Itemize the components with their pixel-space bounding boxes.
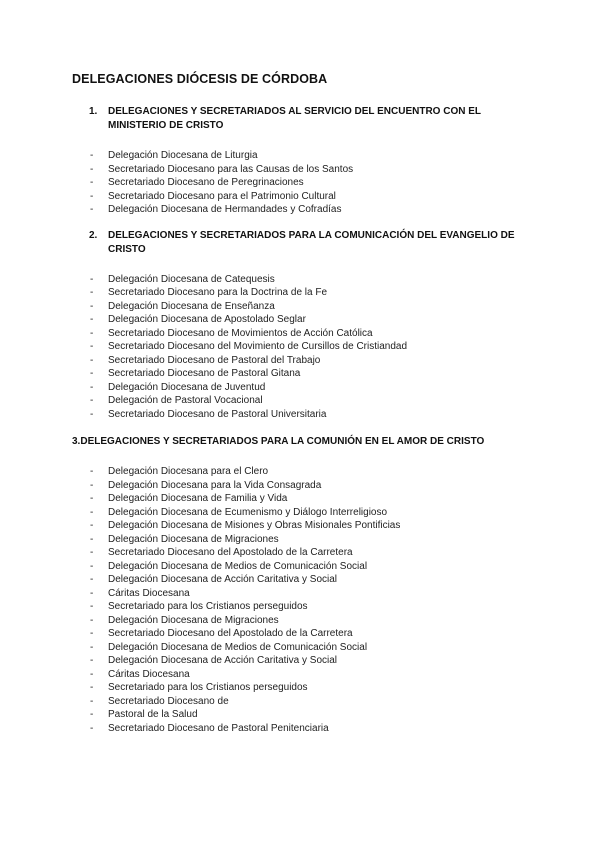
list-item xyxy=(72,465,540,479)
bullet-dash: - xyxy=(90,395,94,406)
list-item-label: Secretariado Diocesano para la Doctrina de la Fe xyxy=(108,287,328,298)
list-item xyxy=(72,614,540,628)
section-title: DELEGACIONES Y SECRETARIADOS PARA LA COMUNIÓN EN EL AMOR DE CRISTO xyxy=(80,436,485,447)
list-item xyxy=(72,273,540,287)
list-item-label: Secretariado para los Cristianos perseguidos xyxy=(108,601,308,612)
bullet-dash: - xyxy=(90,466,94,477)
bullet-dash: - xyxy=(90,177,94,188)
bullet-dash: - xyxy=(90,641,94,653)
bullet-dash: - xyxy=(90,150,94,161)
section-3 xyxy=(72,435,540,735)
list-item-label: Secretariado Diocesano de Pastoral Universitaria xyxy=(108,408,327,420)
list-item-label: Delegación Diocesana de Ecumenismo y Diálogo Interreligioso xyxy=(108,506,388,518)
list-item xyxy=(72,394,540,408)
list-item xyxy=(72,163,540,177)
document-title: DELEGACIONES DIÓCESIS DE CÓRDOBA xyxy=(72,72,328,86)
list-item xyxy=(72,300,540,314)
list-item xyxy=(72,560,540,574)
list-item-label: Secretariado Diocesano del Apostolado de la Carretera xyxy=(108,628,353,639)
section-heading xyxy=(72,229,540,257)
bullet-dash: - xyxy=(90,695,94,707)
section-list xyxy=(72,465,540,735)
list-item xyxy=(72,668,540,682)
list-item-label: Delegación Diocesana de Liturgia xyxy=(108,150,258,161)
bullet-dash: - xyxy=(90,668,94,680)
bullet-dash: - xyxy=(90,287,94,298)
list-item xyxy=(72,149,540,163)
bullet-dash: - xyxy=(90,587,94,599)
list-item xyxy=(72,681,540,695)
list-item-label: Delegación Diocesana para la Vida Consagrada xyxy=(108,479,322,491)
list-item xyxy=(72,708,540,722)
bullet-dash: - xyxy=(90,204,94,215)
section-title: DELEGACIONES Y SECRETARIADOS AL SERVICIO DEL ENCUENTRO CON EL MINISTERIO DE CRISTO xyxy=(108,106,481,131)
list-item-label: Delegación Diocesana de Misiones y Obras Misionales Pontificias xyxy=(108,520,401,531)
list-item-label: Delegación Diocesana de Hermandades y Cofradías xyxy=(108,204,342,215)
list-item-label: Secretariado Diocesano para el Patrimonio Cultural xyxy=(108,190,336,202)
bullet-dash: - xyxy=(90,560,94,572)
list-item-label: Delegación Diocesana de Apostolado Seglar xyxy=(108,314,306,325)
list-item xyxy=(72,408,540,422)
list-item-label: Secretariado Diocesano del Movimiento de Cursillos de Cristiandad xyxy=(108,341,408,352)
bullet-dash: - xyxy=(90,520,94,531)
list-item-label: Secretariado para los Cristianos perseguidos xyxy=(108,682,308,693)
list-item xyxy=(72,354,540,368)
list-item xyxy=(72,722,540,736)
list-item-label: Secretariado Diocesano del Apostolado de la Carretera xyxy=(108,547,353,558)
section-title: DELEGACIONES Y SECRETARIADOS PARA LA COMUNICACIÓN DEL EVANGELIO DE CRISTO xyxy=(108,229,515,255)
list-item-label: Pastoral de la Salud xyxy=(108,709,198,720)
list-item xyxy=(72,695,540,709)
bullet-dash: - xyxy=(90,341,94,352)
list-item-label: Delegación de Pastoral Vocacional xyxy=(108,395,263,406)
bullet-dash: - xyxy=(90,533,94,545)
bullet-dash: - xyxy=(90,163,94,175)
list-item-label: Delegación Diocesana de Acción Caritativa y Social xyxy=(108,655,338,666)
list-item xyxy=(72,573,540,587)
list-item-label: Delegación Diocesana de Enseñanza xyxy=(108,300,275,312)
list-item-label: Secretariado Diocesano de xyxy=(108,695,229,707)
bullet-dash: - xyxy=(90,614,94,626)
bullet-dash: - xyxy=(90,408,94,420)
bullet-dash: - xyxy=(90,479,94,491)
list-item-label: Secretariado Diocesano de Pastoral Gitana xyxy=(108,368,301,379)
bullet-dash: - xyxy=(90,190,94,202)
section-number: 2. xyxy=(89,229,98,241)
list-item-label: Delegación Diocesana para el Clero xyxy=(108,466,269,477)
bullet-dash: - xyxy=(90,709,94,720)
bullet-dash: - xyxy=(90,314,94,325)
section-list xyxy=(72,273,540,422)
list-item xyxy=(72,641,540,655)
list-item-label: Delegación Diocesana de Medios de Comunicación Social xyxy=(108,560,368,572)
list-item xyxy=(72,600,540,614)
list-item xyxy=(72,340,540,354)
list-item xyxy=(72,546,540,560)
list-item-label: Secretariado Diocesano para las Causas de los Santos xyxy=(108,163,354,175)
section-list xyxy=(72,149,540,217)
bullet-dash: - xyxy=(90,628,94,639)
bullet-dash: - xyxy=(90,506,94,518)
list-item-label: Delegación Diocesana de Juventud xyxy=(108,381,266,393)
bullet-dash: - xyxy=(90,722,94,734)
list-item xyxy=(72,519,540,533)
list-item xyxy=(72,533,540,547)
section-2 xyxy=(72,229,540,422)
list-item-label: Delegación Diocesana de Acción Caritativa y Social xyxy=(108,574,338,585)
list-item xyxy=(72,492,540,506)
list-item xyxy=(72,381,540,395)
list-item xyxy=(72,176,540,190)
section-heading xyxy=(72,105,540,133)
bullet-dash: - xyxy=(90,327,94,339)
list-item-label: Secretariado Diocesano de Pastoral del Trabajo xyxy=(108,354,321,366)
list-item xyxy=(72,506,540,520)
bullet-dash: - xyxy=(90,682,94,693)
list-item xyxy=(72,203,540,217)
list-item-label: Delegación Diocesana de Migraciones xyxy=(108,614,279,626)
section-1 xyxy=(72,105,540,217)
bullet-dash: - xyxy=(90,655,94,666)
bullet-dash: - xyxy=(90,547,94,558)
list-item xyxy=(72,627,540,641)
list-item-label: Secretariado Diocesano de Pastoral Penitenciaria xyxy=(108,722,329,734)
list-item-label: Delegación Diocesana de Familia y Vida xyxy=(108,493,288,504)
list-item-label: Secretariado Diocesano de Movimientos de Acción Católica xyxy=(108,327,373,339)
list-item xyxy=(72,327,540,341)
bullet-dash: - xyxy=(90,381,94,393)
bullet-dash: - xyxy=(90,273,94,285)
list-item xyxy=(72,286,540,300)
section-number: 3. xyxy=(72,436,81,447)
section-number: 1. xyxy=(89,106,98,117)
list-item xyxy=(72,367,540,381)
bullet-dash: - xyxy=(90,493,94,504)
list-item-label: Delegación Diocesana de Catequesis xyxy=(108,273,275,285)
bullet-dash: - xyxy=(90,300,94,312)
list-item-label: Delegación Diocesana de Medios de Comunicación Social xyxy=(108,641,368,653)
bullet-dash: - xyxy=(90,368,94,379)
list-item xyxy=(72,313,540,327)
list-item xyxy=(72,479,540,493)
list-item-label: Secretariado Diocesano de Peregrinaciones xyxy=(108,177,304,188)
list-item-label: Cáritas Diocesana xyxy=(108,587,190,599)
bullet-dash: - xyxy=(90,601,94,612)
list-item xyxy=(72,654,540,668)
bullet-dash: - xyxy=(90,354,94,366)
list-item xyxy=(72,587,540,601)
bullet-dash: - xyxy=(90,574,94,585)
list-item xyxy=(72,190,540,204)
list-item-label: Delegación Diocesana de Migraciones xyxy=(108,533,279,545)
list-item-label: Cáritas Diocesana xyxy=(108,668,190,680)
section-heading xyxy=(72,435,540,449)
